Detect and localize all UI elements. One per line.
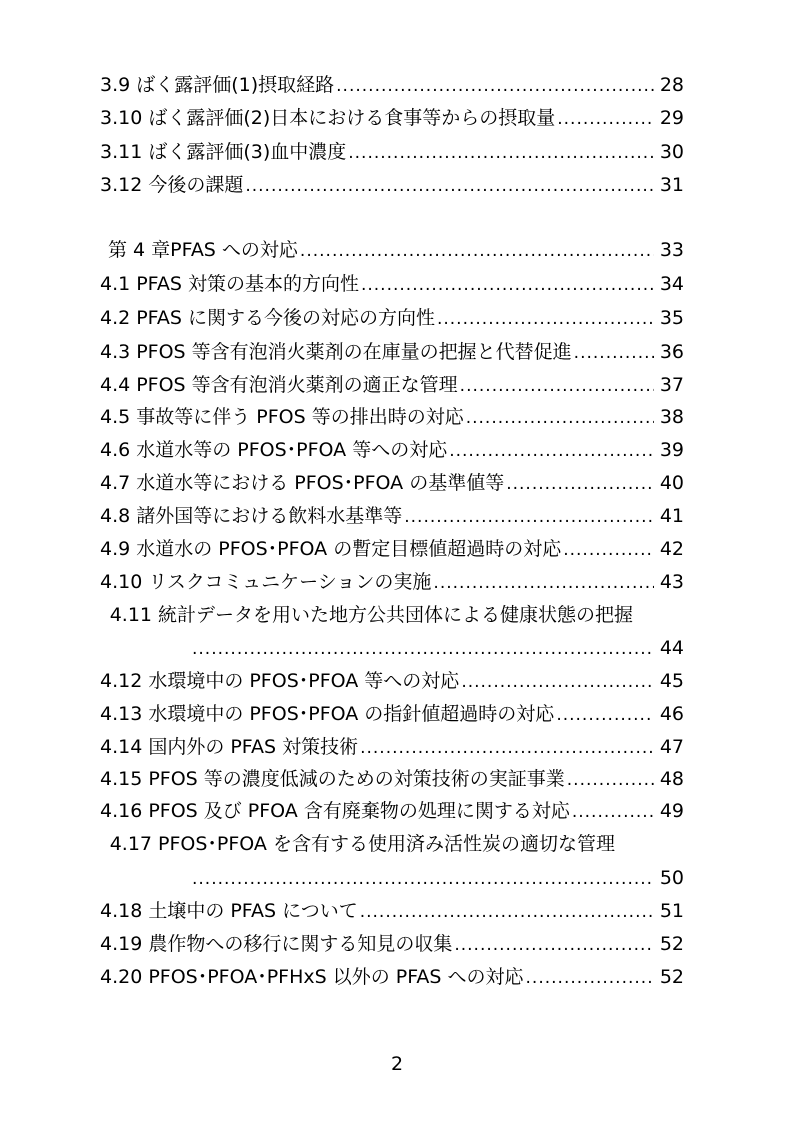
toc-entry-number: 4.18 [100, 900, 143, 922]
toc-entry-number: 4.3 [100, 341, 131, 363]
toc-entry-page: 29 [659, 107, 684, 129]
toc-entry-4-1[interactable] [100, 270, 684, 298]
toc-entry-number: 4.10 [100, 571, 143, 593]
chapter-page: 33 [659, 239, 684, 261]
toc-entry-4-9[interactable] [100, 535, 684, 563]
toc-entry-3-11[interactable] [100, 138, 684, 166]
toc-entry-3-10[interactable] [100, 104, 684, 132]
dot-leader [361, 271, 654, 299]
toc-entry-page: 36 [659, 341, 684, 363]
toc-entry-title: リスクコミュニケーションの実施 [148, 571, 432, 593]
toc-entry-title: 今後の課題 [148, 174, 244, 196]
toc-entry-title: ばく露評価(1)摂取経路 [136, 74, 335, 96]
toc-entry-4-6[interactable] [100, 436, 684, 464]
toc-entry-title: 事故等に伴う PFOS 等の排出時の対応 [136, 406, 464, 428]
toc-entry-number: 4.13 [100, 703, 143, 725]
toc-entry-page: 50 [659, 867, 684, 889]
dot-leader [433, 569, 654, 597]
toc-entry-title: 水道水等における PFOS･PFOA の基準値等 [136, 472, 505, 494]
dot-leader [526, 964, 654, 992]
toc-entry-title: PFAS 対策の基本的方向性 [136, 273, 359, 295]
dot-leader [192, 865, 654, 893]
toc-entry-page: 31 [659, 174, 684, 196]
dot-leader [404, 503, 654, 531]
toc-entry-page: 30 [659, 141, 684, 163]
dot-leader [460, 372, 654, 400]
toc-entry-title: 農作物への移行に関する知見の収集 [148, 933, 453, 955]
toc-entry-4-17[interactable] [100, 830, 684, 858]
toc-chapter-4[interactable] [108, 236, 684, 264]
toc-entry-4-5[interactable] [100, 403, 684, 431]
toc-entry-number: 3.11 [100, 141, 143, 163]
toc-entry-page: 52 [659, 933, 684, 955]
toc-entry-title: PFOS 及び PFOA 含有廃棄物の処理に関する対応 [148, 800, 570, 822]
toc-entry-title: 統計データを用いた地方公共団体による健康状態の把握 [158, 604, 634, 626]
toc-entry-4-10[interactable] [100, 568, 684, 596]
toc-entry-number: 4.2 [100, 307, 131, 329]
toc-entry-title: PFOS 等含有泡消火薬剤の適正な管理 [136, 374, 458, 396]
dot-leader [454, 931, 654, 959]
toc-entry-page: 35 [659, 307, 684, 329]
dot-leader [567, 766, 654, 794]
toc-entry-number: 4.12 [100, 670, 143, 692]
toc-entry-title: 水道水等の PFOS･PFOA 等への対応 [136, 439, 448, 461]
toc-entry-page: 48 [659, 768, 684, 790]
toc-entry-title: 土壌中の PFAS について [148, 900, 358, 922]
toc-entry-4-2[interactable] [100, 304, 684, 332]
toc-entry-page: 37 [659, 374, 684, 396]
toc-entry-3-9[interactable] [100, 71, 684, 99]
dot-leader [449, 437, 654, 465]
toc-entry-4-12[interactable] [100, 667, 684, 695]
toc-entry-number: 4.19 [100, 933, 143, 955]
toc-entry-title: ばく露評価(3)血中濃度 [148, 141, 347, 163]
dot-leader [574, 339, 654, 367]
toc-entry-4-11[interactable] [100, 601, 684, 629]
toc-entry-number: 3.9 [100, 74, 131, 96]
toc-entry-4-8[interactable] [100, 502, 684, 530]
toc-entry-page: 28 [659, 74, 684, 96]
toc-entry-title: PFOS 等の濃度低減のための対策技術の実証事業 [148, 768, 565, 790]
toc-entry-number: 3.12 [100, 174, 143, 196]
toc-entry-page: 46 [659, 703, 684, 725]
dot-leader [348, 139, 654, 167]
toc-entry-4-14[interactable] [100, 733, 684, 761]
toc-entry-page: 49 [659, 800, 684, 822]
toc-entry-title: ばく露評価(2)日本における食事等からの摂取量 [148, 107, 556, 129]
toc-entry-number: 4.9 [100, 538, 131, 560]
dot-leader [437, 305, 654, 333]
toc-entry-number: 4.20 [100, 966, 143, 988]
toc-entry-number: 3.10 [100, 107, 143, 129]
dot-leader [300, 237, 654, 265]
toc-entry-title: 水道水の PFOS･PFOA の暫定目標値超過時の対応 [136, 538, 562, 560]
toc-entry-number: 4.1 [100, 273, 131, 295]
toc-entry-4-7[interactable] [100, 469, 684, 497]
toc-entry-number: 4.16 [100, 800, 143, 822]
toc-entry-page: 40 [659, 472, 684, 494]
toc-entry-4-13[interactable] [100, 700, 684, 728]
toc-entry-title: PFOS･PFOA･PFHxS 以外の PFAS への対応 [148, 966, 524, 988]
toc-entry-4-17-leader-line[interactable] [190, 864, 684, 892]
toc-entry-number: 4.7 [100, 472, 131, 494]
dot-leader [360, 734, 654, 762]
dot-leader [461, 668, 654, 696]
dot-leader [245, 172, 654, 200]
dot-leader [506, 470, 654, 498]
dot-leader [360, 898, 654, 926]
toc-entry-number: 4.11 [109, 604, 152, 626]
toc-entry-page: 45 [659, 670, 684, 692]
toc-entry-title: PFOS 等含有泡消火薬剤の在庫量の把握と代替促進 [136, 341, 572, 363]
toc-entry-page: 38 [659, 406, 684, 428]
toc-entry-number: 4.5 [100, 406, 131, 428]
dot-leader [572, 798, 654, 826]
toc-entry-number: 4.17 [109, 833, 152, 855]
toc-entry-4-19[interactable] [100, 930, 684, 958]
toc-entry-4-18[interactable] [100, 897, 684, 925]
toc-entry-page: 34 [659, 273, 684, 295]
toc-entry-page: 41 [659, 505, 684, 527]
chapter-label: 第 4 章 [108, 239, 171, 261]
toc-entry-page: 39 [659, 439, 684, 461]
dot-leader [466, 404, 654, 432]
toc-entry-page: 44 [659, 637, 684, 659]
toc-entry-page: 52 [659, 966, 684, 988]
chapter-title: PFAS への対応 [170, 239, 298, 261]
toc-entry-title: 水環境中の PFOS･PFOA 等への対応 [148, 670, 460, 692]
dot-leader [557, 105, 654, 133]
toc-entry-number: 4.6 [100, 439, 131, 461]
toc-entry-number: 4.4 [100, 374, 131, 396]
toc-entry-number: 4.14 [100, 736, 143, 758]
toc-entry-page: 51 [659, 900, 684, 922]
toc-entry-3-12[interactable] [100, 171, 684, 199]
toc-entry-page: 47 [659, 736, 684, 758]
page-number: 2 [390, 1053, 404, 1075]
toc-entry-4-4[interactable] [100, 371, 684, 399]
dot-leader [192, 635, 654, 663]
toc-entry-4-3[interactable] [100, 338, 684, 366]
toc-entry-page: 42 [659, 538, 684, 560]
dot-leader [336, 72, 654, 100]
toc-entry-title: 国内外の PFAS 対策技術 [148, 736, 359, 758]
dot-leader [563, 536, 654, 564]
toc-entry-title: 水環境中の PFOS･PFOA の指針値超過時の対応 [148, 703, 555, 725]
toc-entry-number: 4.15 [100, 768, 143, 790]
toc-entry-page: 43 [659, 571, 684, 593]
toc-entry-4-20[interactable] [100, 963, 684, 991]
toc-entry-4-15[interactable] [100, 765, 684, 793]
toc-entry-4-16[interactable] [100, 797, 684, 825]
toc-entry-title: PFAS に関する今後の対応の方向性 [136, 307, 435, 329]
toc-entry-title: 諸外国等における飲料水基準等 [136, 505, 403, 527]
dot-leader [556, 701, 654, 729]
toc-entry-title: PFOS･PFOA を含有する使用済み活性炭の適切な管理 [158, 833, 615, 855]
toc-entry-number: 4.8 [100, 505, 131, 527]
toc-entry-4-11-leader-line[interactable] [190, 634, 684, 662]
